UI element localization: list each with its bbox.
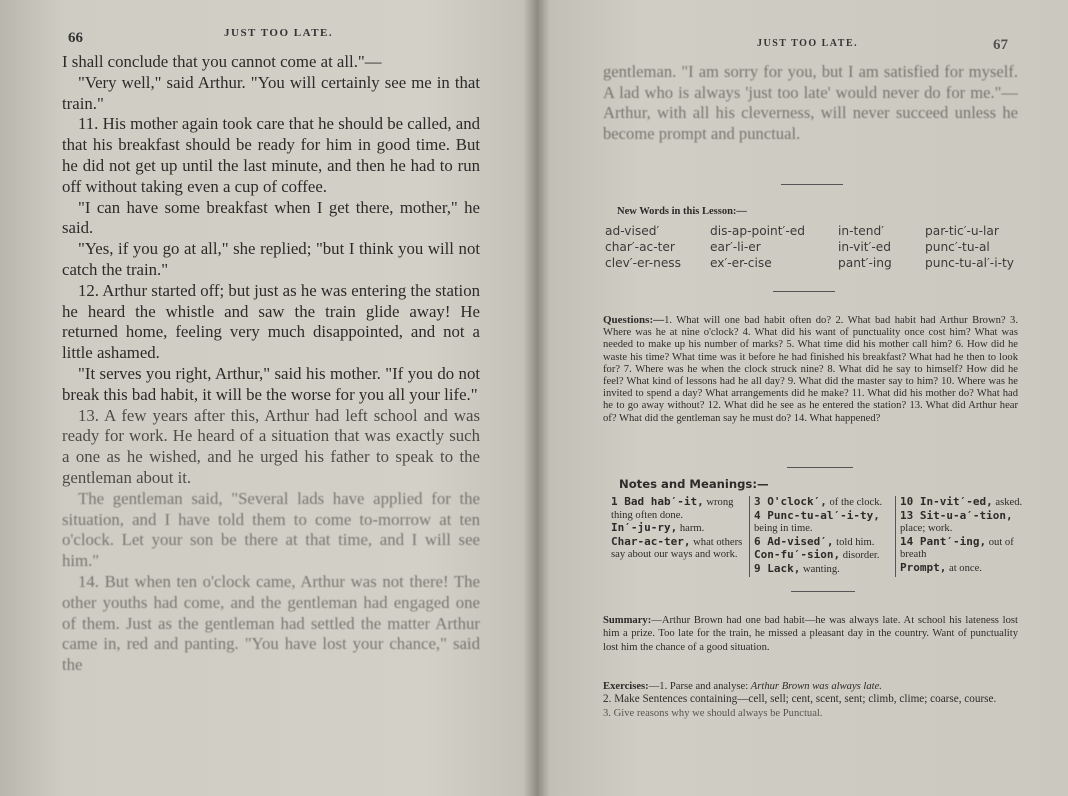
- continuation-text: gentleman. "I am sorry for you, but I am satisfied for myself. A lad who is always 'just too late' would never do for me."—Arthur, with all his cleverness, will never succeed unless he become prompt and punctual.: [603, 62, 1018, 143]
- running-head: JUST TOO LATE.: [224, 27, 334, 39]
- new-word: in-vit′-ed: [838, 240, 891, 254]
- exercise-line: 3. Give reasons why we should always be Punctual.: [603, 707, 823, 719]
- questions-label: Questions:—: [603, 314, 665, 326]
- notes-table: [607, 496, 1027, 577]
- new-word: char′-ac-ter: [605, 240, 675, 254]
- note-entry: 13 Sit-u-a′-tion, place; work.: [900, 508, 1013, 535]
- divider: [791, 591, 855, 592]
- new-word: ad-vised′: [605, 224, 660, 238]
- exercise-line: 2. Make Sentences containing—cell, sell; cent, scent, sent; climb, clime; coarse, course.: [603, 693, 997, 706]
- notes-column: [607, 496, 749, 577]
- questions-section: [603, 314, 1018, 425]
- notes-column: [749, 496, 895, 577]
- paragraph: 14. But when ten o'clock came, Arthur was not there! The other youths had come, and the gentleman had engaged one of them. Just as the gentleman had settled the matter Arthur came in, red and panting. "You have lost your chance," said the: [62, 571, 480, 675]
- note-entry: 10 In-vit′-ed, asked.: [900, 495, 1023, 508]
- new-words-list: [605, 224, 1025, 270]
- notes-column: [895, 496, 1027, 577]
- new-word: ex′-er-cise: [710, 256, 772, 270]
- paragraph: "It serves you right, Arthur," said his mother. "If you do not break this bad habit, it will be the worse for you all your life.": [62, 363, 480, 404]
- paragraph: The gentleman said, "Several lads have applied for the situation, and I have told them to come to-morrow at ten o'clock. Let your son be there at that time, and I will see him.": [62, 488, 480, 571]
- exercise-line: Exercises:—1. Parse and analyse: Arthur Brown was always late.: [603, 681, 882, 692]
- paragraph: 12. Arthur started off; but just as he was entering the station he heard the whistle and saw the train glide away! He returned home, feeling very much disappointed, and not a little ashamed.: [62, 280, 480, 363]
- exercises-label: Exercises:: [603, 681, 649, 692]
- summary-label: Summary:: [603, 615, 652, 626]
- new-word: punc-tu-al′-i-ty: [925, 256, 1014, 270]
- summary-section: [603, 614, 1018, 654]
- summary-text: —Arthur Brown had one bad habit—he was always late. At school his lateness lost him a prize. Too late for the train, he missed a pleasant day in the country. Want of punctuality lost him the chance of a good situation.: [603, 615, 1018, 653]
- note-entry: 6 Ad-vised′, told him.: [754, 534, 875, 548]
- divider: [781, 184, 843, 185]
- paragraph: "Yes, if you go at all," she replied; "but I think you will not catch the train.": [62, 239, 480, 279]
- note-entry: Prompt, at once.: [900, 560, 982, 574]
- notes-heading: Notes and Meanings:—: [619, 477, 769, 491]
- note-entry: In′-ju-ry, harm.: [611, 521, 705, 535]
- exercises-section: [603, 680, 1018, 720]
- running-head: JUST TOO LATE.: [757, 38, 859, 49]
- paragraph: 13. A few years after this, Arthur had left school and was ready for work. He heard of a situation that was exactly such a one as he wished, and he urged his father to speak to the gentleman about it.: [62, 405, 480, 487]
- new-words-heading: New Words in this Lesson:—: [617, 206, 747, 217]
- note-entry: 9 Lack, wanting.: [754, 561, 840, 575]
- new-word: in-tend′: [838, 224, 885, 238]
- page-number: 67: [993, 37, 1008, 53]
- new-word: ear′-li-er: [710, 240, 761, 254]
- paragraph: "I can have some breakfast when I get there, mother," he said.: [62, 197, 480, 238]
- new-word: par-tic′-u-lar: [925, 224, 999, 238]
- new-word: pant′-ing: [838, 256, 892, 270]
- note-entry: 14 Pant′-ing, out of breath: [900, 534, 1014, 561]
- paragraph: 11. His mother again took care that he should be called, and that his breakfast should be ready for him in good time. But he did not get up until the last minute, and then he had to run off without taking even a cup of coffee.: [62, 114, 480, 196]
- new-word: dis-ap-point′-ed: [710, 224, 805, 238]
- divider: [773, 291, 835, 292]
- page-number: 66: [68, 30, 83, 46]
- questions-text: 1. What will one bad habit often do? 2. What bad habit had Arthur Brown? 3. Where was he at nine o'clock? 4. What did his want of punctuality once cost him? What was needed to make up his number of marks? 5. What time did his mother call him? 6. How did he waste his time? What time was it before he had finished his breakfast? What had he then to look for? 7. Where was he when the clock struck nine? 8. What did he say to himself? How did he feel? What kind of lessons had he all day? 9. What did the master say to him? 10. Where was he invited to spend a day? What arrangements did he make? 11. What did his mother do? What had he to go away without? 12. What did he see as he entered the station? 13. What did Arthur hear of? What did the gentleman say he must do? 14. What happened?: [603, 315, 1018, 424]
- note-entry: Con-fu′-sion, disorder.: [754, 548, 880, 562]
- body-text: [62, 52, 480, 676]
- note-entry: 4 Punc-tu-al′-i-ty, being in time.: [754, 508, 880, 535]
- note-entry: Char-ac-ter, what others say about our ways and work.: [611, 534, 743, 561]
- paragraph: "Very well," said Arthur. "You will certainly see me in that train.": [62, 72, 480, 113]
- divider: [787, 467, 853, 468]
- right-page: [545, 0, 1068, 796]
- new-word: clev′-er-ness: [605, 256, 682, 270]
- new-word: punc′-tu-al: [925, 240, 990, 254]
- paragraph: I shall conclude that you cannot come at all."—: [62, 52, 382, 71]
- note-entry: 1 Bad hab′-it, wrong thing often done.: [611, 495, 734, 521]
- note-entry: 3 O'clock′, of the clock.: [754, 495, 883, 508]
